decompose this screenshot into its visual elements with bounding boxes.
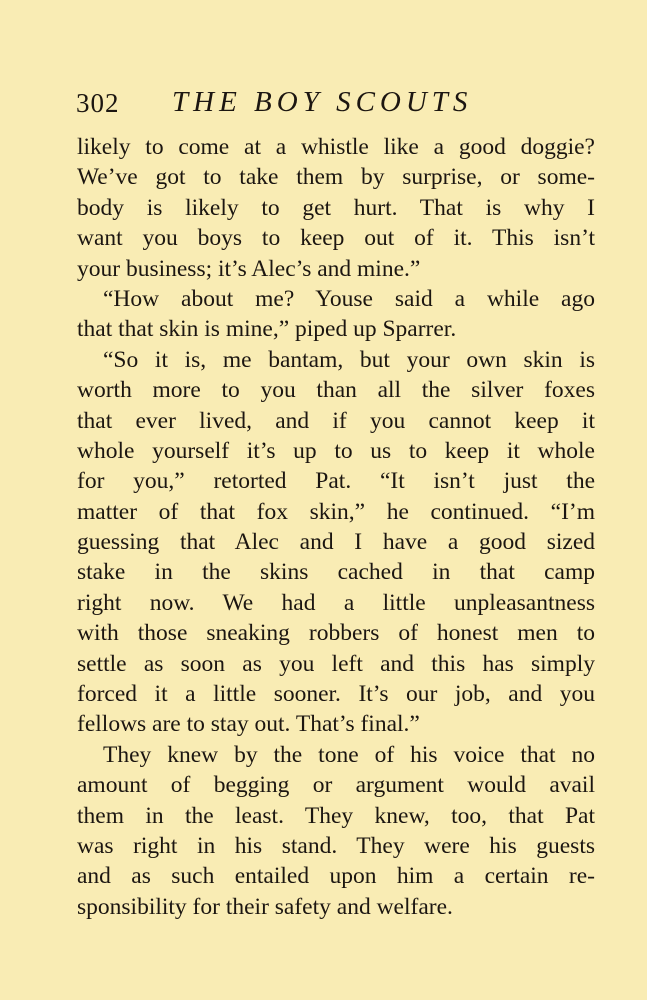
text-line: that that skin is mine,” piped up Sparrer. (77, 316, 457, 343)
text-line: was right in his stand. They were his guests (77, 832, 595, 859)
page-header (76, 86, 506, 126)
text-line: your business; it’s Alec’s and mine.” (77, 255, 421, 282)
text-line: that ever lived, and if you cannot keep it (77, 407, 595, 434)
running-head: THE BOY SCOUTS (172, 86, 473, 118)
text-line: body is likely to get hurt. That is why I (77, 194, 595, 221)
text-line: amount of begging or argument would avail (77, 772, 595, 799)
text-line: right now. We had a little unpleasantness (77, 589, 595, 616)
body-text (77, 132, 595, 922)
text-line: sponsibility for their safety and welfare. (77, 893, 453, 920)
text-line: and as such entailed upon him a certain re- (77, 863, 595, 890)
text-line: forced it a little sooner. It’s our job, and you (77, 681, 595, 708)
text-line: They knew by the tone of his voice that no (103, 741, 595, 768)
text-line: settle as soon as you left and this has simply (77, 650, 595, 677)
text-line: fellows are to stay out. That’s final.” (77, 711, 420, 738)
text-line: “So it is, me bantam, but your own skin is (103, 346, 595, 373)
text-line: with those sneaking robbers of honest men to (77, 620, 595, 647)
text-line: matter of that fox skin,” he continued. “I’m (77, 498, 595, 525)
text-line: whole yourself it’s up to us to keep it whole (77, 437, 595, 464)
text-line: “How about me? Youse said a while ago (103, 285, 595, 312)
text-line: guessing that Alec and I have a good sized (77, 529, 595, 556)
text-line: want you boys to keep out of it. This isn’t (77, 225, 595, 252)
text-line: stake in the skins cached in that camp (77, 559, 595, 586)
text-line: for you,” retorted Pat. “It isn’t just the (77, 468, 595, 495)
text-line: them in the least. They knew, too, that Pat (77, 802, 595, 829)
text-line: worth more to you than all the silver foxes (77, 377, 595, 404)
page-number: 302 (76, 88, 120, 118)
text-line: We’ve got to take them by surprise, or some- (77, 164, 595, 191)
text-line: likely to come at a whistle like a good doggie? (77, 134, 595, 160)
